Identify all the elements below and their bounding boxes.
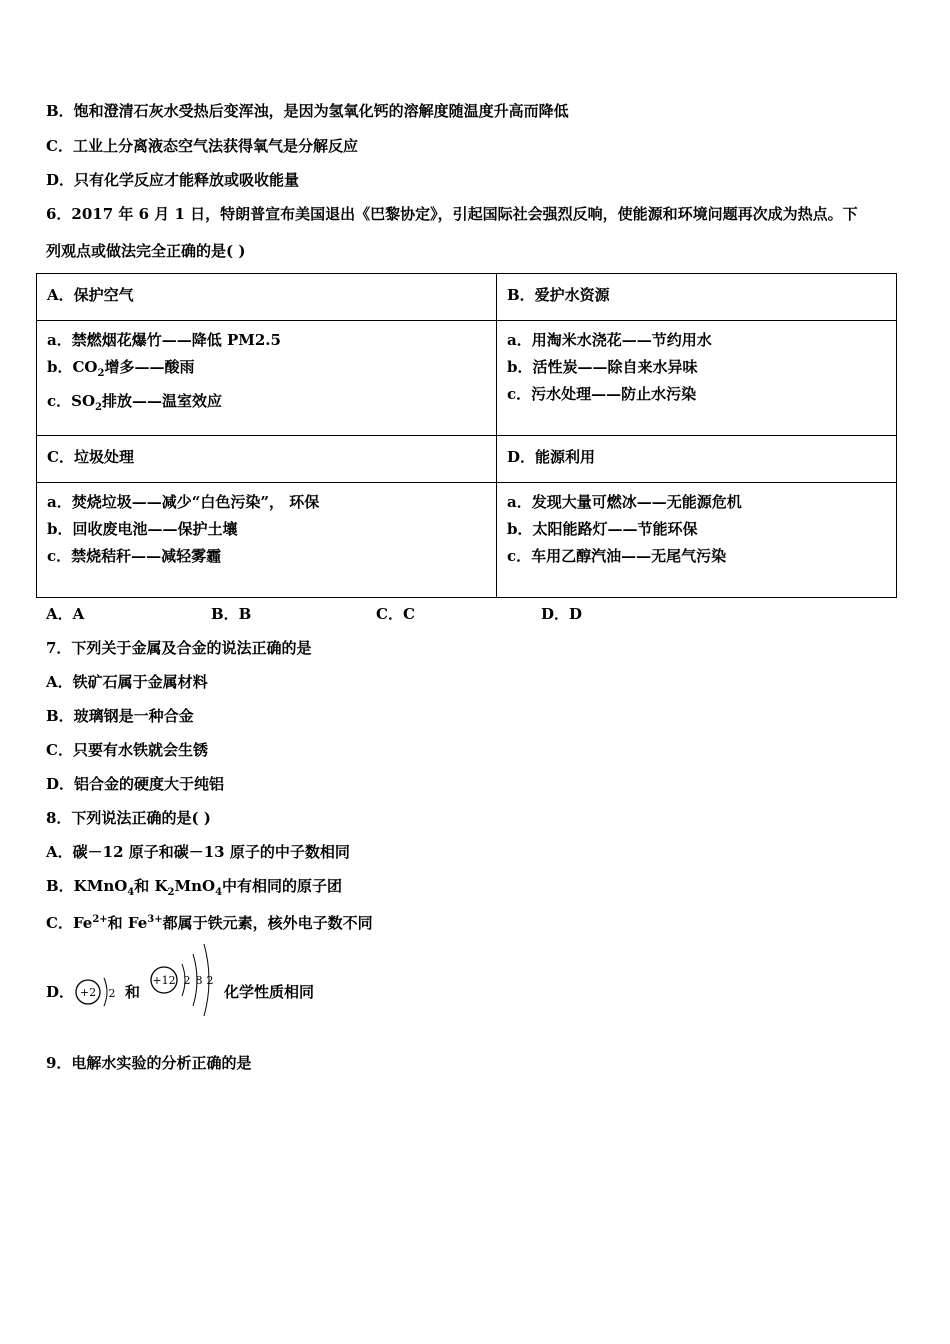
b-item-a: a．用淘米水浇花——节约用水 [507, 331, 712, 349]
q5-option-c: C．工业上分离液态空气法获得氧气是分解反应 [46, 137, 358, 155]
shell-electrons-3: 2 [206, 974, 214, 987]
nucleus-charge: +2 [79, 986, 97, 999]
q8-option-a: A．碳－12 原子和碳－13 原子的中子数相同 [46, 843, 350, 861]
q6-choice-a: A．A [46, 605, 85, 623]
q6-choice-c: C．C [376, 605, 415, 623]
q8-option-b: B．KMnO$_4$和 $K_2MnO_4$中有相同的原子团 [46, 877, 343, 898]
cell-a-head: A．保护空气 [37, 274, 497, 321]
q8-option-d-and: 和 [125, 983, 141, 1001]
q5-option-b: B．饱和澄清石灰水受热后变浑浊，是因为氢氧化钙的溶解度随温度升高而降低 [46, 102, 569, 120]
shell-electrons: 2 [108, 987, 116, 1000]
q6-choice-b: B．B [211, 605, 252, 623]
atom-diagram-magnesium [146, 940, 218, 1020]
d-item-b: b．太阳能路灯——节能环保 [507, 520, 698, 538]
q8-option-d-tail: 化学性质相同 [224, 983, 315, 1001]
q8-option-d-label: D． [46, 983, 75, 1001]
q7-option-d: D．铝合金的硬度大于纯铝 [46, 775, 225, 793]
cell-d-head: D．能源利用 [497, 436, 897, 483]
cell-c-body [37, 483, 497, 598]
q8-stem: 8．下列说法正确的是( ) [46, 809, 211, 827]
cell-b-body [497, 321, 897, 436]
q8-option-c: C．$Fe^{2+}$和 $Fe^{3+}$都属于铁元素，核外电子数不同 [46, 914, 373, 932]
cell-c-head: C．垃圾处理 [37, 436, 497, 483]
b-item-b: b．活性炭——除自来水异味 [507, 358, 698, 376]
c-item-b: b．回收废电池——保护土壤 [47, 520, 238, 538]
q7-option-b: B．玻璃钢是一种合金 [46, 707, 194, 725]
electron-shell-arc [104, 978, 107, 1006]
d-item-a: a．发现大量可燃冰——无能源危机 [507, 493, 742, 511]
q7-stem: 7．下列关于金属及合金的说法正确的是 [46, 639, 312, 657]
q6-options-table [36, 273, 897, 598]
shell-electrons-2: 8 [195, 974, 203, 987]
a-item-c: c．$SO_2$排放——温室效应 [47, 392, 223, 413]
c-item-a: a．焚烧垃圾——减少“白色污染”， 环保 [47, 493, 320, 511]
q6-stem-line2: 列观点或做法完全正确的是( ) [46, 242, 246, 260]
q6-choice-d: D．D [541, 605, 583, 623]
d-item-c: c．车用乙醇汽油——无尾气污染 [507, 547, 727, 565]
cell-a-body [37, 321, 497, 436]
c-item-c: c．禁烧秸秆——减轻雾霾 [47, 547, 222, 565]
q7-option-c: C．只要有水铁就会生锈 [46, 741, 208, 759]
q9-stem: 9．电解水实验的分析正确的是 [46, 1054, 252, 1072]
atom-diagram-helium [70, 968, 122, 1016]
a-item-b: b．$CO_2$增多——酸雨 [47, 358, 195, 379]
cell-d-body [497, 483, 897, 598]
q5-option-d: D．只有化学反应才能释放或吸收能量 [46, 171, 300, 189]
cell-b-head: B．爱护水资源 [497, 274, 897, 321]
q7-option-a: A．铁矿石属于金属材料 [46, 673, 208, 691]
b-item-c: c．污水处理——防止水污染 [507, 385, 697, 403]
shell-electrons-1: 2 [183, 974, 191, 987]
q6-stem-line1: 6．2017 年 6 月 1 日，特朗普宣布美国退出《巴黎协定》，引起国际社会强烈反响，使能源和环境问题再次成为热点。下 [46, 205, 858, 223]
a-item-a: a．禁燃烟花爆竹——降低 PM2.5 [47, 331, 281, 349]
q6-choices [46, 604, 706, 624]
nucleus-charge: +12 [152, 974, 176, 987]
